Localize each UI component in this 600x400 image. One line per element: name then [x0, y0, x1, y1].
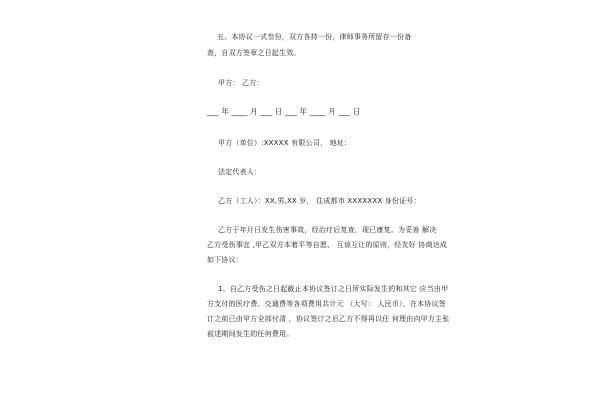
date-line: ___ 年 ____ 月 ___ 日 ___ 年 ____ 月 ___ 日 [207, 107, 361, 116]
legal-representative: 法定代表人： [218, 168, 262, 176]
item-1-line-4: 前述期间发生的任何费用。 [207, 330, 294, 338]
paragraph-1-line-3: 如下协议： [207, 256, 243, 264]
paragraph-1-line-1: 乙方于年月日发生伤害事故，经治疗后复查，现已康复。为妥善 解决 [218, 226, 437, 234]
item-1-line-2: 方支付的医疗费、交通费等各项费用共计元 （大写： 人民币），在本协议签 [207, 300, 446, 308]
item-1-line-3: 订之前已由甲方全部付清 ，协议签订之后乙方不得再以任 何理由向甲方主张 [207, 315, 450, 323]
party-b-info: 乙方（工人）：XX,男,XX 岁， 住成都市 XXXXXXX 身份证号： [218, 197, 421, 205]
party-a-info: 甲方（单位）:XXXXX 有限公司， 地址： [218, 139, 352, 147]
signature-line: 甲方： 乙方： [218, 79, 264, 87]
clause-5-line-1: 五、本协议一式叁份，双方各持一份，律师事务所留存一份备 [217, 33, 412, 41]
item-1-line-1: 1、自乙方受伤之日起截止本协议签订之日所实际发生的和其它 应当由甲 [218, 285, 449, 293]
clause-5-line-2: 查，自双方签章之日起生效。 [207, 49, 301, 57]
paragraph-1-line-2: 乙方受伤事宜 ,甲乙双方本着平等自愿、 互谅互让的原则，经友好 协商达成 [207, 241, 448, 249]
